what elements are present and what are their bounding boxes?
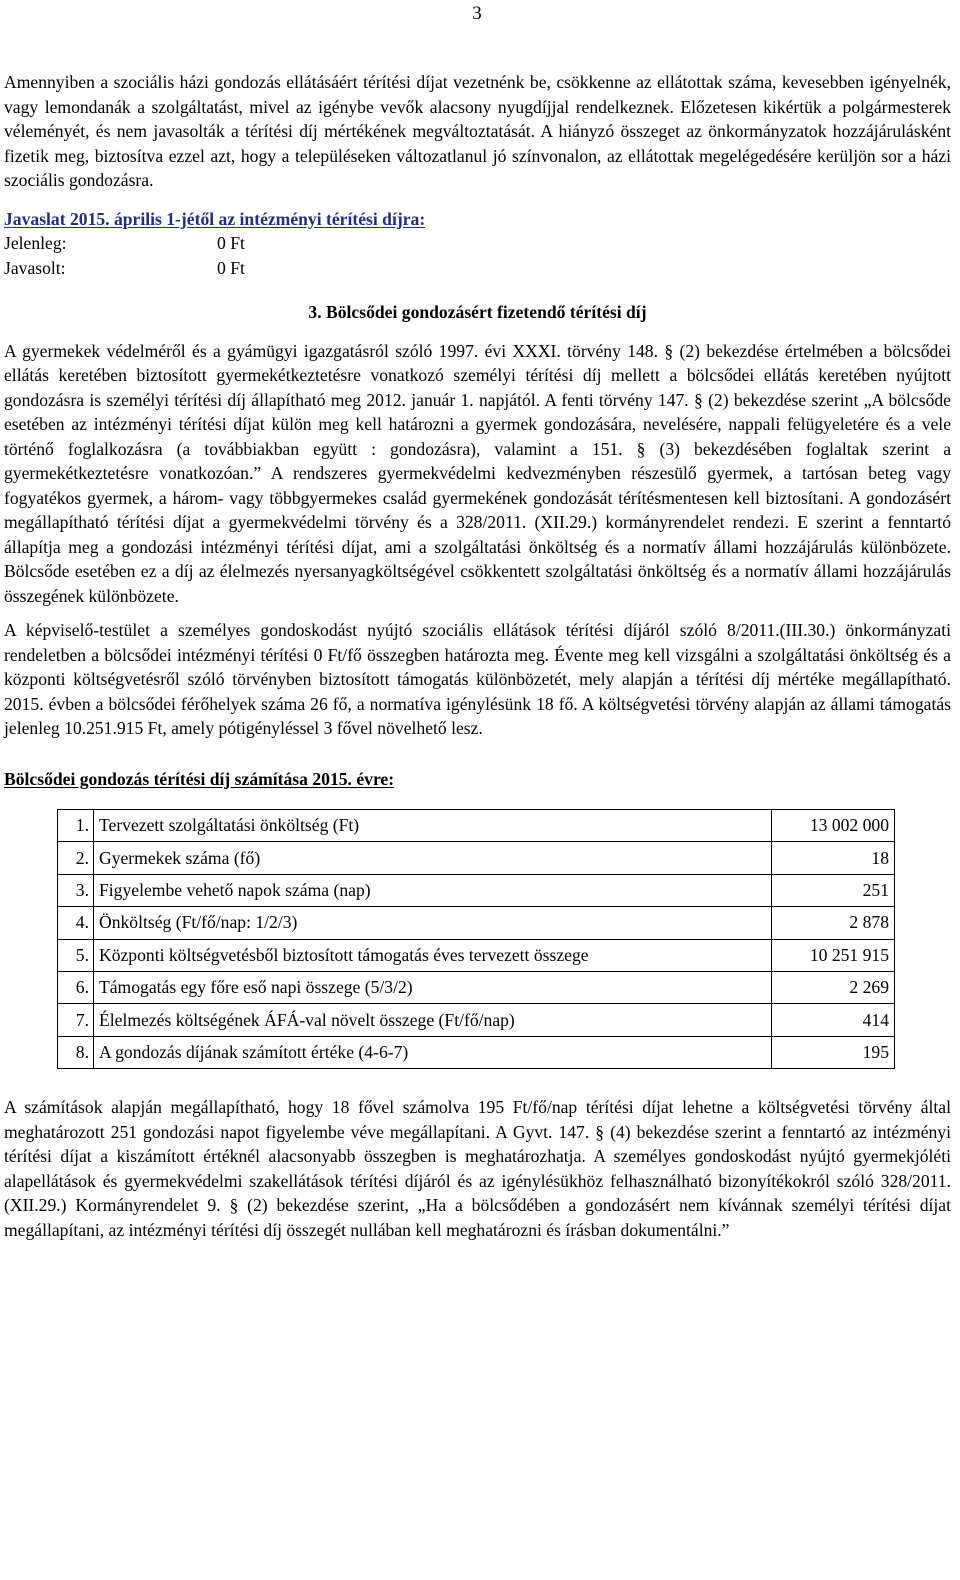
row-value: 13 002 000 [772,810,895,842]
row-description: A gondozás díjának számított értéke (4-6-7) [94,1036,772,1068]
row-description: Figyelembe vehető napok száma (nap) [94,874,772,906]
table-row [58,810,895,842]
fee-value-proposed: 0 Ft [217,257,245,278]
row-number: 6. [58,971,94,1003]
paragraph-home-care: Amennyiben a szociális házi gondozás ellátásáért térítési díjat vezetnénk be, csökkenne az ellátottak száma, kevesebben igényelnék, vagy lemondanák a szolgáltatást, mivel az igénybe vevők alacsony nyugdíjjal rendelkeznek. Előzetesen kikértük a polgármesterek véleményét, és nem javasolták a térítési díj mértékének megváltoztatását. A hiányzó összeget az önkormányzatok hozzájárulásként fizetik meg, biztosítva ezzel azt, hogy a településeken változatlanul jó színvonalon, az ellátottak megelégedésére kerüljön sor a házi szociális gondozásra. [4,72,951,190]
calc-heading: Bölcsődei gondozás térítési díj számítása 2015. évre: [4,768,395,789]
row-number: 7. [58,1004,94,1036]
paragraph-regulation: A képviselő-testület a személyes gondoskodást nyújtó szociális ellátások térítési díjáról szóló 8/2011.(III.30.) önkormányzati rendeletben a bölcsődei intézményi térítési 0 Ft/fő összegben határozta meg. Évente meg kell vizsgálni a szolgáltatási önköltség és a központi költségvetésről szóló törvényben biztosított támogatás különbözetét, mely alapján a térítési díj mértéke megállapítható. 2015. évben a bölcsődei férőhelyek száma 26 fő, a normatíva igénylésünk 18 fő. A költségvetési törvény alapján az állami támogatás jelenleg 10.251.915 Ft, amely pótigényléssel 3 fővel növelhető lesz. [4,620,951,738]
row-value: 2 878 [772,907,895,939]
row-description: Gyermekek száma (fő) [94,842,772,874]
row-value: 251 [772,874,895,906]
row-number: 8. [58,1036,94,1068]
section-heading: 3. Bölcsődei gondozásért fizetendő térítési díj [308,302,647,322]
row-value: 2 269 [772,971,895,1003]
calc-table [57,809,895,1069]
row-number: 2. [58,842,94,874]
table-row [58,842,895,874]
row-value: 414 [772,1004,895,1036]
proposal-heading: Javaslat 2015. április 1-jétől az intézményi térítési díjra: [4,208,426,229]
row-value: 18 [772,842,895,874]
row-description: Élelmezés költségének ÁFÁ-val növelt összege (Ft/fő/nap) [94,1004,772,1036]
row-number: 3. [58,874,94,906]
fee-list [4,231,951,280]
table-row [58,874,895,906]
row-description: Önköltség (Ft/fő/nap: 1/2/3) [94,907,772,939]
page-number: 3 [472,3,482,24]
paragraph-conclusion: A számítások alapján megállapítható, hogy 18 fővel számolva 195 Ft/fő/nap térítési díjat lehetne a költségvetési törvény által meghatározott 251 gondozási napot figyelembe véve megállapítani. A Gyvt. 147. § (4) bekezdése szerint a fenntartó az intézményi térítési díjat a kiszámított értéknél alacsonyabb összegben is meghatározhatja. A személyes gondoskodást nyújtó gyermekjóléti alapellátások és gyermekvédelmi szakellátások térítési díjáról és az igénylésükhöz felhasználható bizonyítékokról szóló 328/2011.(XII.29.) Kormányrendelet 9. § (2) bekezdése szerint, „Ha a bölcsődében a gondozásért nem kívánnak személyi térítési díjat megállapítani, az intézményi térítési díj összegét nullában kell meghatározni és írásban dokumentálni.” [4,1097,951,1240]
row-value: 195 [772,1036,895,1068]
fee-label-current: Jelenleg: [4,233,67,253]
page-content [4,70,951,1242]
row-value: 10 251 915 [772,939,895,971]
table-row [58,1004,895,1036]
row-number: 4. [58,907,94,939]
row-description: Tervezett szolgáltatási önköltség (Ft) [94,810,772,842]
table-row [58,971,895,1003]
row-number: 1. [58,810,94,842]
table-row [58,939,895,971]
row-description: Támogatás egy főre eső napi összege (5/3/2) [94,971,772,1003]
row-number: 5. [58,939,94,971]
row-description: Központi költségvetésből biztosított támogatás éves tervezett összege [94,939,772,971]
table-row [58,1036,895,1068]
table-row [58,907,895,939]
fee-label-proposed: Javasolt: [4,257,66,278]
paragraph-nursery-law: A gyermekek védelméről és a gyámügyi igazgatásról szóló 1997. évi XXXI. törvény 148. § (2) bekezdése értelmében a bölcsődei ellátás keretében biztosított gyermekétkeztetésre vonatkozó személyi térítési díj mellett a bölcsődei ellátás keretében nyújtott gondozásra is személyi térítési díj állapítható meg 2012. január 1. napjától. A fenti törvény 147. § (2) bekezdése szerint „A bölcsőde esetében az intézményi térítési díjat külön meg kell határozni a gyermek gondozására, nevelésére, nappali felügyeletére és a vele történő foglalkozásra (a továbbiakban együtt : gondozásra), valamint a 151. § (3) bekezdésében foglaltak szerint a gyermekétkeztetésre vonatkozóan.” A rendszeres gyermekvédelmi kedvezményben részesülő gyermek, a tartósan beteg vagy fogyatékos gyermek, a három- vagy többgyermekes család gyermekének gondozását térítésmentesen kell biztosítani. A gondozásért megállapítható térítési díjat a gyermekvédelmi törvény és a 328/2011. (XII.29.) kormányrendelet rendezi. E szerint a fenntartó állapítja meg a gondozási intézményi térítési díjat, ami a szolgáltatási önköltség és a normatív állami hozzájárulás különbözete. Bölcsőde esetében ez a díj az élelmezés nyersanyagköltségével csökkentett szolgáltatási önköltség és a normatív állami hozzájárulás összegének különbözete. [4,340,951,606]
fee-value-current: 0 Ft [217,233,245,253]
